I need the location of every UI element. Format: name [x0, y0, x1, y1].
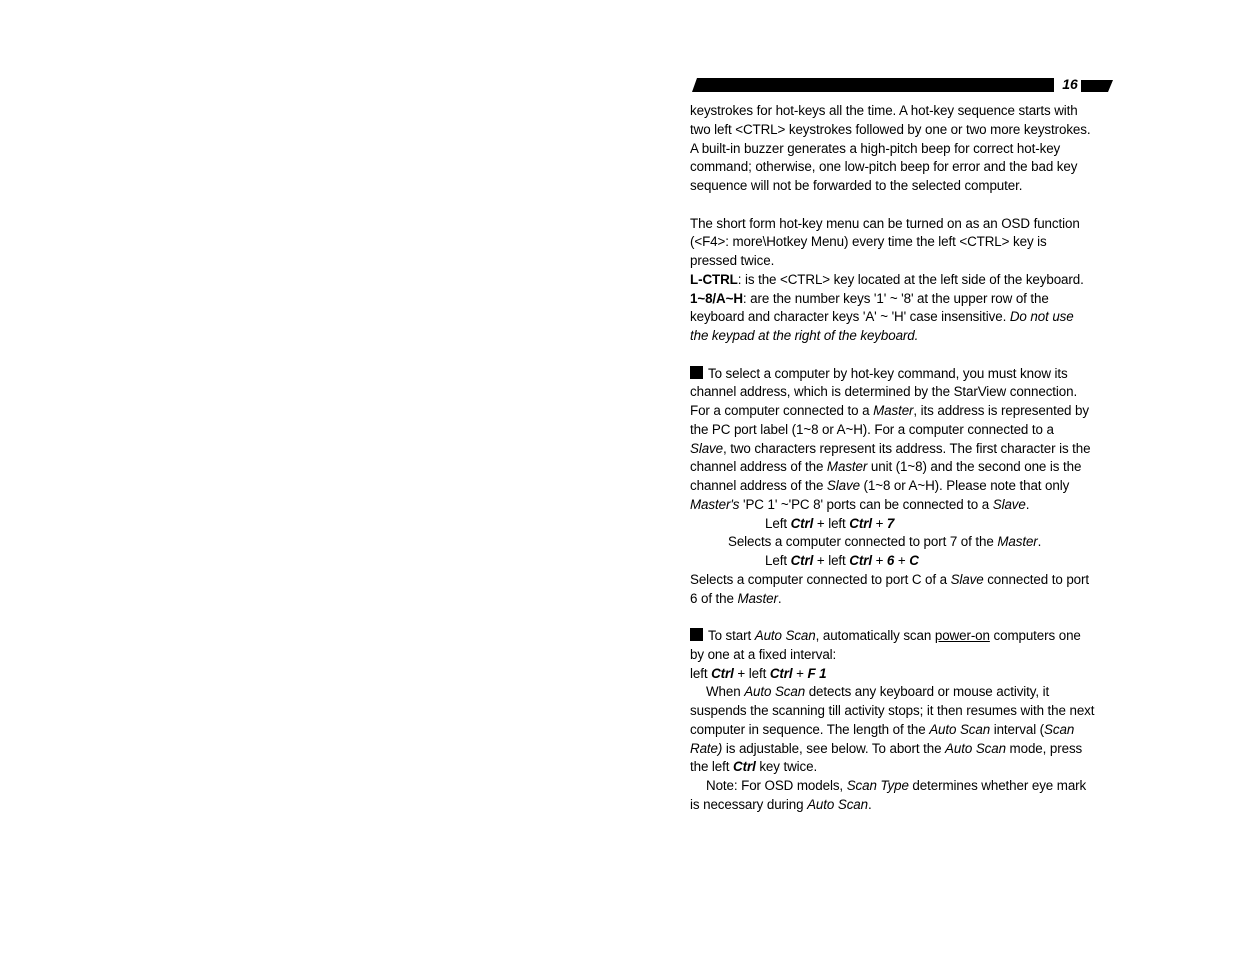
- hotkey-example-2: Left Ctrl + left Ctrl + 6 + C: [765, 553, 919, 568]
- text-line: keyboard and character keys 'A' ~ 'H' case insensitive. Do not use: [690, 309, 1074, 325]
- text-line: channel address, which is determined by the StarView connection.: [690, 384, 1078, 400]
- note-line: Note: For OSD models, Scan Type determines whether eye mark: [706, 778, 1087, 793]
- text-line: When Auto Scan detects any keyboard or mouse activity, it: [706, 684, 1050, 700]
- text-line: Slave, two characters represent its address. The first character is the: [690, 440, 1091, 456]
- text-line: channel address of the Slave (1~8 or A~H). Please note that only: [690, 478, 1070, 493]
- text-line: the PC port label (1~8 or A~H). For a computer connected to a: [690, 421, 1054, 437]
- text-line: keystrokes for hot-keys all the time. A hot-key sequence starts with: [690, 103, 1078, 118]
- hotkey-example-1: Left Ctrl + left Ctrl + 7: [765, 515, 895, 531]
- text-line: (<F4>: more\Hotkey Menu) every time the left <CTRL> key is: [690, 234, 1047, 250]
- hotkey-combo-autoscan: left Ctrl + left Ctrl + F 1: [690, 665, 827, 681]
- text-line: For a computer connected to a Master, its address is represented by: [690, 403, 1089, 418]
- text-line: two left <CTRL> keystrokes followed by one or two more keystrokes.: [690, 121, 1091, 137]
- text-line: command; otherwise, one low-pitch beep for error and the bad key: [690, 159, 1078, 175]
- note-line: is necessary during Auto Scan.: [690, 796, 872, 812]
- hotkey-example-2-description: Selects a computer connected to port C of a Slave connected to port: [690, 571, 1089, 587]
- text-line: pressed twice.: [690, 253, 775, 268]
- text-line: A built-in buzzer generates a high-pitch beep for correct hot-key: [690, 140, 1061, 156]
- text-line: The short form hot-key menu can be turned on as an OSD function: [690, 215, 1080, 231]
- paragraph-gap: [690, 346, 1130, 365]
- header-bar-right-segment: [1081, 80, 1113, 92]
- term-keys: 1~8/A~H: [690, 290, 743, 306]
- text-line: by one at a fixed interval:: [690, 646, 837, 662]
- definition-keys: 1~8/A~H: are the number keys '1' ~ '8' at the upper row of the: [690, 290, 1049, 306]
- bullet-paragraph: To select a computer by hot-key command, you must know its: [690, 365, 1130, 384]
- power-on-term: power-on: [934, 628, 990, 643]
- paragraph-gap: [690, 196, 1130, 215]
- text-line: channel address of the Master unit (1~8) and the second one is the: [690, 459, 1082, 475]
- text-line: the keypad at the right of the keyboard.: [690, 328, 919, 343]
- square-bullet-icon: [690, 366, 703, 379]
- header-bar-left-segment: [692, 78, 1054, 92]
- term-lctrl: L-CTRL: [690, 271, 738, 287]
- text-line: computer in sequence. The length of the Auto Scan interval (Scan: [690, 721, 1075, 737]
- hotkey-example-1-description: Selects a computer connected to port 7 of the Master.: [728, 534, 1042, 550]
- header-decorative-bar: [692, 76, 1113, 94]
- text-line: suspends the scanning till activity stops; it then resumes with the next: [690, 703, 1095, 718]
- square-bullet-icon: [690, 628, 703, 641]
- text-line: the left Ctrl key twice.: [690, 759, 818, 775]
- text-line: Master's 'PC 1' ~'PC 8' ports can be connected to a Slave.: [690, 496, 1030, 512]
- text-line: 6 of the Master.: [690, 590, 782, 606]
- text-line: sequence will not be forwarded to the selected computer.: [690, 178, 1023, 193]
- paragraph-gap: [690, 608, 1130, 627]
- bullet-paragraph: To start Auto Scan, automatically scan power-on computers one: [690, 627, 1130, 646]
- text-line: Rate) is adjustable, see below. To abort the Auto Scan mode, press: [690, 740, 1083, 756]
- definition-lctrl: L-CTRL: is the <CTRL> key located at the left side of the keyboard.: [690, 271, 1084, 287]
- page-number: 16: [1062, 76, 1078, 92]
- document-body: [690, 102, 1130, 815]
- page-header: [692, 76, 1113, 94]
